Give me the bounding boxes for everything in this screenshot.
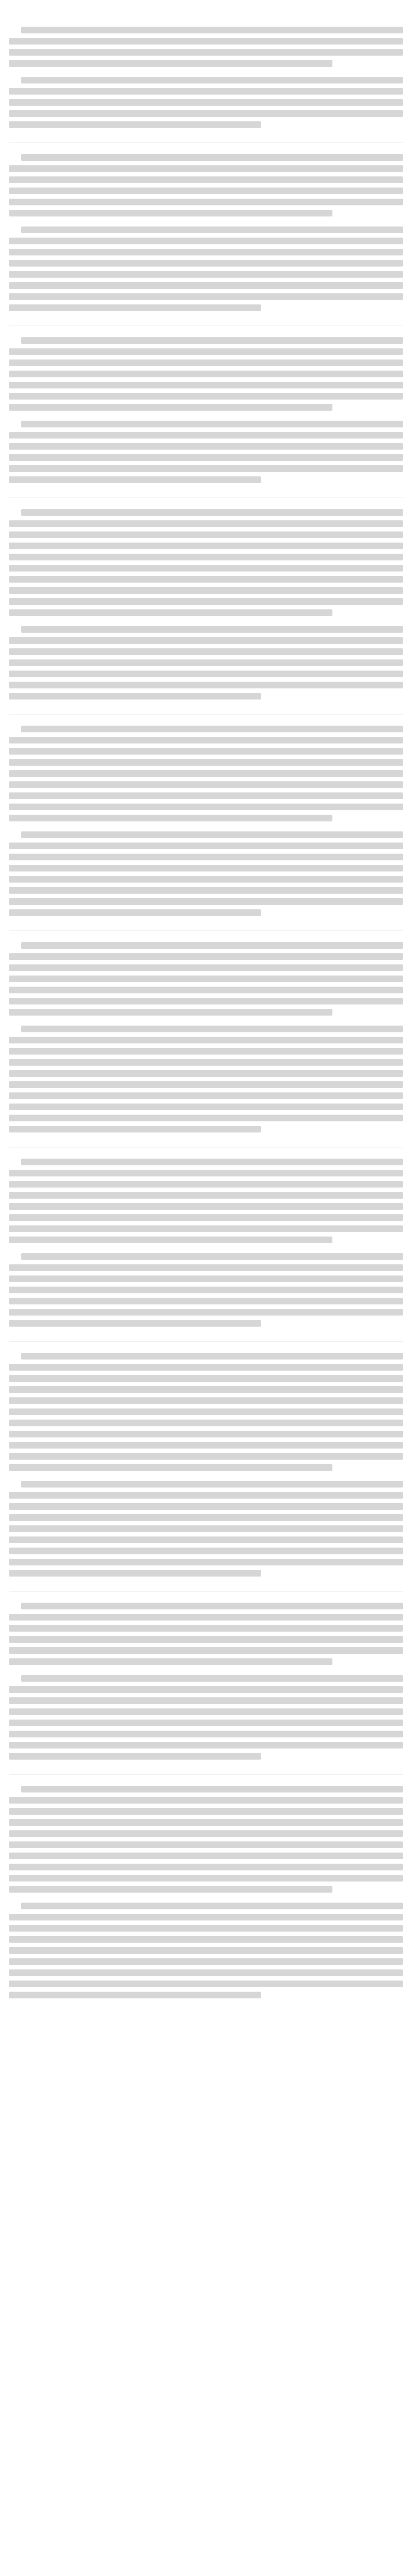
- text-line: [9, 1853, 403, 1859]
- text-line: [21, 1026, 403, 1032]
- text-line: [9, 1742, 403, 1748]
- text-line: [21, 942, 403, 949]
- text-line: [9, 909, 261, 916]
- text-line: [9, 1170, 403, 1176]
- paragraph: [9, 831, 403, 916]
- text-line: [9, 1104, 403, 1110]
- text-line: [9, 1320, 261, 1327]
- text-line: [9, 854, 403, 860]
- text-line: [9, 1092, 403, 1099]
- text-line: [9, 465, 403, 472]
- text-line: [9, 1958, 403, 1965]
- text-line: [9, 1819, 403, 1826]
- text-line: [9, 1126, 261, 1132]
- text-line: [9, 1214, 403, 1221]
- text-line: [9, 404, 332, 411]
- text-line: [21, 27, 403, 33]
- text-line: [9, 1081, 403, 1088]
- paragraph: [9, 1786, 403, 1893]
- text-line: [9, 1570, 261, 1577]
- text-line: [21, 337, 403, 344]
- text-line: [9, 271, 403, 278]
- paragraph: [9, 77, 403, 128]
- text-line: [9, 1875, 403, 1881]
- paragraph: [9, 626, 403, 700]
- text-line: [9, 543, 403, 549]
- text-line: [9, 293, 403, 300]
- text-line: [9, 1525, 403, 1532]
- text-line: [9, 1275, 403, 1282]
- text-line: [9, 1225, 403, 1232]
- section-divider: [9, 1774, 403, 1775]
- text-line: [21, 509, 403, 516]
- text-line: [9, 1808, 403, 1815]
- text-line: [9, 476, 261, 483]
- text-line: [9, 1731, 403, 1737]
- section-3: [9, 337, 403, 483]
- text-line: [9, 1614, 403, 1621]
- text-line: [21, 1675, 403, 1682]
- text-line: [9, 348, 403, 355]
- text-line: [9, 1009, 332, 1016]
- text-line: [9, 554, 403, 560]
- text-line: [9, 1203, 403, 1210]
- text-line: [9, 531, 403, 538]
- text-line: [9, 520, 403, 527]
- paragraph: [9, 1903, 403, 1998]
- text-line: [21, 226, 403, 233]
- section-divider: [9, 1341, 403, 1342]
- text-line: [9, 359, 403, 366]
- text-line: [9, 1375, 403, 1382]
- section-6: [9, 942, 403, 1132]
- text-line: [9, 804, 403, 810]
- text-line: [9, 1947, 403, 1954]
- text-line: [9, 1181, 403, 1188]
- text-line: [9, 199, 403, 205]
- text-line: [9, 964, 403, 971]
- text-line: [9, 1647, 403, 1654]
- section-divider: [9, 1591, 403, 1592]
- text-line: [21, 1353, 403, 1360]
- text-line: [9, 1708, 403, 1715]
- text-line: [9, 843, 403, 849]
- paragraph: [9, 509, 403, 616]
- section-5: [9, 726, 403, 916]
- text-line: [9, 648, 403, 655]
- section-divider: [9, 142, 403, 143]
- section-divider: [9, 714, 403, 715]
- text-line: [9, 898, 403, 905]
- text-line: [9, 210, 332, 216]
- text-line: [9, 1548, 403, 1554]
- text-line: [9, 1969, 403, 1976]
- text-line: [9, 99, 403, 106]
- text-line: [21, 831, 403, 838]
- text-line: [9, 304, 261, 311]
- text-line: [9, 1559, 403, 1565]
- text-line: [9, 693, 261, 700]
- text-line: [9, 1625, 403, 1632]
- text-line: [9, 770, 403, 777]
- paragraph: [9, 726, 403, 821]
- footer-space: [9, 2013, 403, 2046]
- section-2: [9, 154, 403, 311]
- text-line: [9, 88, 403, 95]
- text-line: [9, 282, 403, 289]
- text-line: [9, 1753, 261, 1760]
- section-7: [9, 1159, 403, 1327]
- text-line: [9, 1397, 403, 1404]
- text-line: [9, 393, 403, 400]
- text-line: [9, 432, 403, 439]
- text-line: [9, 953, 403, 960]
- paragraph: [9, 226, 403, 311]
- text-line: [9, 876, 403, 883]
- text-line: [9, 443, 403, 450]
- text-line: [21, 77, 403, 83]
- section-1: [9, 27, 403, 128]
- text-line: [9, 987, 403, 993]
- section-8: [9, 1353, 403, 1577]
- text-line: [9, 1386, 403, 1393]
- text-line: [9, 1936, 403, 1943]
- text-line: [9, 1453, 403, 1460]
- text-line: [9, 1925, 403, 1932]
- text-line: [9, 1115, 403, 1121]
- text-line: [9, 1192, 403, 1199]
- text-line: [9, 382, 403, 388]
- text-line: [9, 682, 403, 688]
- text-line: [9, 1070, 403, 1077]
- text-line: [9, 38, 403, 45]
- text-line: [9, 1658, 332, 1665]
- text-line: [9, 1048, 403, 1055]
- text-line: [9, 659, 403, 666]
- text-line: [9, 1431, 403, 1437]
- text-line: [9, 49, 403, 56]
- text-line: [9, 1364, 403, 1371]
- text-line: [9, 1697, 403, 1704]
- text-line: [21, 1786, 403, 1792]
- text-line: [9, 887, 403, 894]
- paragraph: [9, 1159, 403, 1243]
- text-line: [9, 998, 403, 1004]
- text-line: [9, 1841, 403, 1848]
- text-line: [9, 1514, 403, 1521]
- text-line: [21, 626, 403, 633]
- paragraph: [9, 1675, 403, 1760]
- section-10: [9, 1786, 403, 1998]
- section-divider: [9, 930, 403, 931]
- text-line: [9, 792, 403, 799]
- paragraph: [9, 1253, 403, 1327]
- text-line: [9, 637, 403, 644]
- text-line: [21, 1253, 403, 1260]
- text-line: [9, 1309, 403, 1316]
- text-line: [9, 454, 403, 461]
- text-line: [9, 1981, 403, 1987]
- text-line: [9, 587, 403, 594]
- text-line: [9, 188, 403, 194]
- paragraph: [9, 1481, 403, 1577]
- text-line: [9, 815, 332, 821]
- section-9: [9, 1603, 403, 1760]
- text-line: [9, 609, 332, 616]
- text-line: [9, 1636, 403, 1643]
- text-line: [9, 1492, 403, 1499]
- document-content: [9, 6, 403, 2046]
- paragraph: [9, 154, 403, 216]
- text-line: [9, 748, 403, 755]
- text-line: [9, 165, 403, 172]
- text-line: [9, 1797, 403, 1804]
- text-line: [9, 976, 403, 982]
- text-line: [9, 260, 403, 267]
- text-line: [9, 865, 403, 871]
- paragraph: [9, 1603, 403, 1665]
- text-line: [9, 60, 332, 67]
- text-line: [9, 1886, 332, 1893]
- text-line: [9, 249, 403, 255]
- text-line: [9, 1298, 403, 1304]
- text-line: [9, 1420, 403, 1426]
- text-line: [9, 598, 403, 605]
- text-line: [9, 1536, 403, 1543]
- text-line: [9, 565, 403, 572]
- text-line: [9, 1992, 261, 1998]
- text-line: [9, 1408, 403, 1415]
- paragraph: [9, 942, 403, 1016]
- text-line: [9, 371, 403, 377]
- text-line: [9, 176, 403, 183]
- text-line: [9, 1720, 403, 1726]
- paragraph: [9, 421, 403, 483]
- text-line: [9, 1059, 403, 1066]
- paragraph: [9, 337, 403, 411]
- text-line: [9, 238, 403, 244]
- text-line: [9, 1264, 403, 1271]
- text-line: [9, 1037, 403, 1043]
- text-line: [9, 1503, 403, 1510]
- text-line: [9, 1830, 403, 1837]
- text-line: [9, 1442, 403, 1449]
- text-line: [9, 671, 403, 677]
- text-line: [9, 1686, 403, 1693]
- text-line: [21, 421, 403, 427]
- text-line: [9, 110, 403, 117]
- text-line: [9, 1237, 332, 1243]
- text-line: [9, 121, 261, 128]
- text-line: [9, 737, 403, 743]
- paragraph: [9, 1353, 403, 1471]
- text-line: [21, 1481, 403, 1488]
- text-line: [9, 781, 403, 788]
- text-line: [21, 1903, 403, 1909]
- text-line: [9, 1864, 403, 1870]
- paragraph: [9, 1026, 403, 1132]
- text-line: [21, 1603, 403, 1609]
- text-line: [21, 1159, 403, 1165]
- text-line: [9, 576, 403, 583]
- text-line: [21, 154, 403, 161]
- text-line: [9, 1464, 332, 1471]
- text-line: [9, 1914, 403, 1920]
- document-title: [9, 6, 403, 19]
- section-4: [9, 509, 403, 700]
- text-line: [9, 1287, 403, 1293]
- paragraph: [9, 27, 403, 67]
- text-line: [9, 759, 403, 766]
- text-line: [21, 726, 403, 732]
